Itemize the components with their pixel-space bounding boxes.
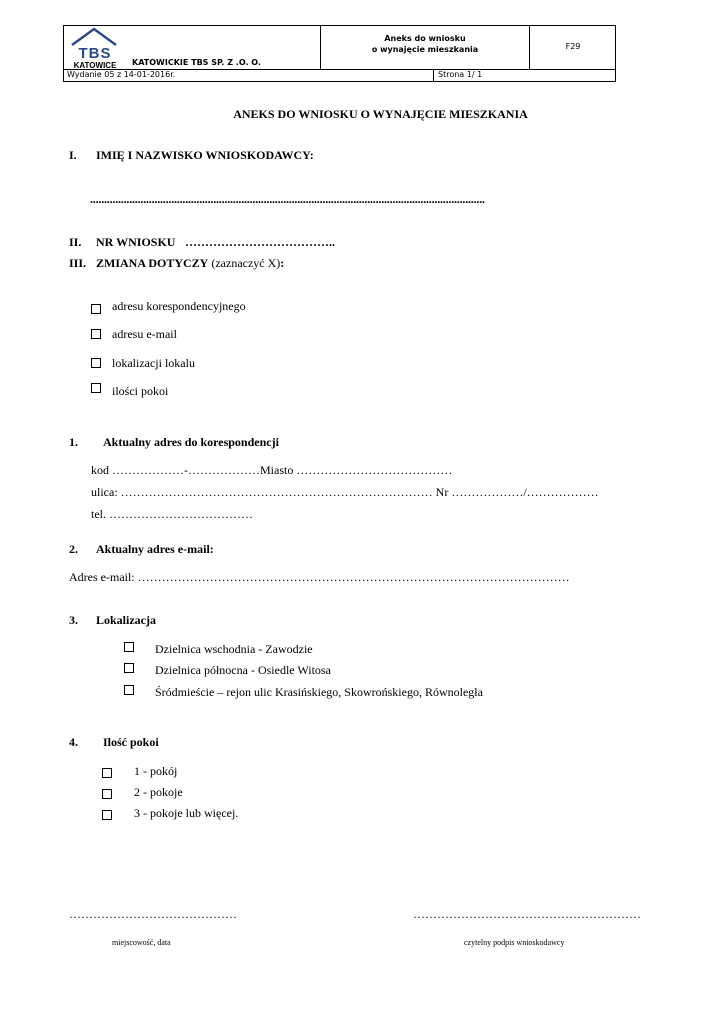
option-label: Śródmieście – rejon ulic Krasińskiego, Skowrońskiego, Równoległa	[155, 685, 483, 699]
option-label: 3 - pokoje lub więcej.	[134, 806, 239, 820]
doc-title-line1: Aneks do wniosku	[384, 34, 466, 43]
option-label: Dzielnica północna - Osiedle Witosa	[155, 663, 331, 677]
checkbox[interactable]	[124, 685, 134, 695]
section-label: IMIĘ I NAZWISKO WNIOSKODAWCY:	[96, 148, 314, 162]
option-label: 1 - pokój	[134, 764, 178, 778]
section-number: II.	[69, 235, 82, 249]
place-date-field[interactable]: ……………………………………	[69, 907, 237, 921]
checkbox[interactable]	[91, 383, 101, 393]
place-date-label: miejscowość, data	[112, 938, 171, 947]
option-label: adresu korespondencyjnego	[112, 299, 246, 313]
page-title: ANEKS DO WNIOSKU O WYNAJĘCIE MIESZKANIA	[233, 107, 528, 121]
street-field[interactable]: ulica: …………………………………………………………………… Nr ………………/………………	[91, 485, 599, 499]
checkbox[interactable]	[91, 304, 101, 314]
page-number: Strona 1/ 1	[438, 70, 483, 79]
edition: Wydanie 05 z 14-01-2016r.	[67, 70, 176, 79]
checkbox[interactable]	[91, 358, 101, 368]
phone-field[interactable]: tel. ………………………………	[91, 507, 253, 521]
section-number: 4.	[69, 735, 78, 749]
section-number: 1.	[69, 435, 78, 449]
checkbox[interactable]	[91, 329, 101, 339]
section-hint: (zaznaczyć X)	[211, 256, 281, 270]
checkbox[interactable]	[102, 768, 112, 778]
section-number: 2.	[69, 542, 78, 556]
option-label: Dzielnica wschodnia - Zawodzie	[155, 642, 313, 656]
checkbox[interactable]	[102, 789, 112, 799]
option-label: adresu e-mail	[112, 327, 177, 341]
company-logo	[68, 27, 122, 69]
option-label: ilości pokoi	[112, 384, 169, 398]
section-label: NR WNIOSKU	[96, 235, 176, 249]
form-code: F29	[565, 42, 581, 51]
checkbox[interactable]	[124, 642, 134, 652]
company-name: KATOWICKIE TBS SP. Z .O. O.	[132, 58, 261, 67]
section-label: Lokalizacja	[96, 613, 156, 627]
section-label: Aktualny adres do korespondencji	[103, 435, 279, 449]
signature-field[interactable]: …………………………………………………	[413, 907, 641, 921]
section-label: Ilość pokoi	[103, 735, 159, 749]
checkbox[interactable]	[102, 810, 112, 820]
signature-label: czytelny podpis wnioskodawcy	[464, 938, 565, 947]
checkbox[interactable]	[124, 663, 134, 673]
name-field[interactable]: .............................................................................................................................................	[90, 192, 485, 206]
option-label: lokalizacji lokalu	[112, 356, 195, 370]
section-label: ZMIANA DOTYCZY	[96, 256, 209, 270]
application-number-field[interactable]: ………………………………..	[185, 235, 335, 249]
svg-text:KATOWICE: KATOWICE	[73, 61, 117, 69]
option-label: 2 - pokoje	[134, 785, 183, 799]
doc-title-line2: o wynajęcie mieszkania	[371, 45, 479, 54]
section-number: 3.	[69, 613, 78, 627]
postal-city-field[interactable]: kod ………………-………………Miasto …………………………………	[91, 463, 453, 477]
email-field[interactable]: Adres e-mail: ………………………………………………………………………………………………	[69, 570, 570, 584]
section-number: I.	[69, 148, 77, 162]
section-label: Aktualny adres e-mail:	[96, 542, 214, 556]
section-colon: :	[280, 256, 285, 270]
header-divider	[433, 69, 434, 82]
section-label-line	[96, 256, 284, 271]
section-number: III.	[69, 256, 87, 270]
svg-text:TBS: TBS	[78, 45, 112, 62]
